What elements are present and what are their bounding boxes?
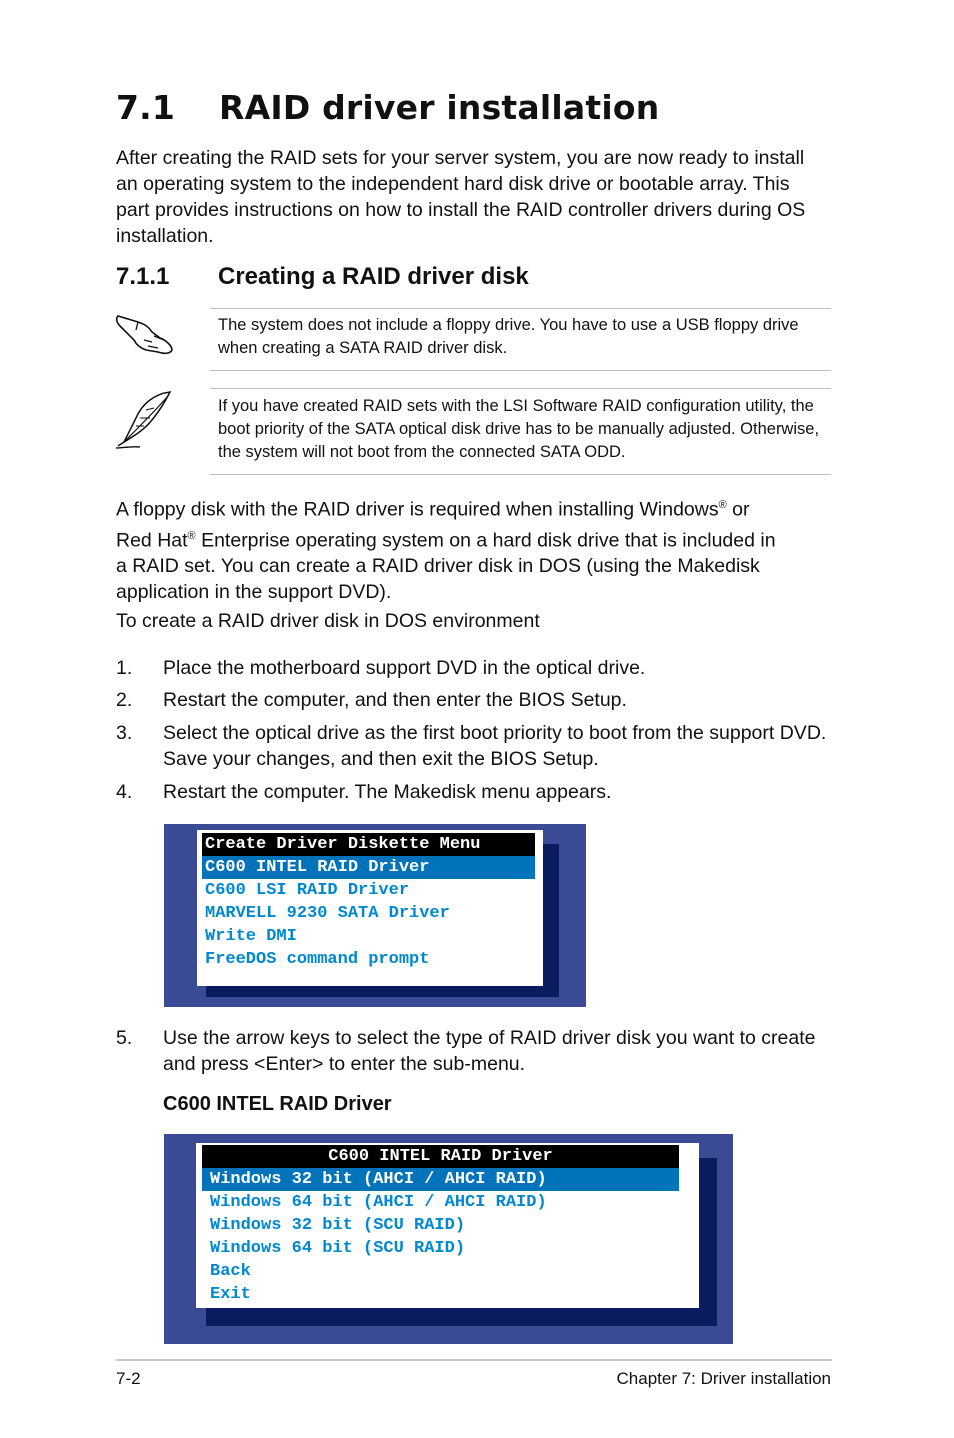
menu-item-c600-intel[interactable]: C600 INTEL RAID Driver	[202, 856, 535, 879]
menu-item-freedos[interactable]: FreeDOS command prompt	[205, 950, 430, 969]
feather-quill-icon	[110, 388, 176, 452]
menu-title: C600 INTEL RAID Driver	[202, 1145, 679, 1168]
subsection-title: Creating a RAID driver disk	[218, 263, 529, 290]
section-number: 7.1	[116, 88, 176, 127]
section-heading	[116, 88, 659, 127]
floppy-requirement-paragraph	[116, 492, 786, 605]
step-text: Place the motherboard support DVD in the optical drive.	[163, 657, 646, 679]
step-text: Restart the computer, and then enter the BIOS Setup.	[163, 689, 627, 711]
para-text: A floppy disk with the RAID driver is required when installing Windows	[116, 498, 719, 521]
note-top-rule	[210, 388, 831, 389]
menu-title: Create Driver Diskette Menu	[202, 833, 535, 856]
subsection-number: 7.1.1	[116, 263, 170, 290]
note-bottom-rule	[210, 370, 831, 371]
registered-mark: ®	[187, 529, 196, 542]
para-text: Enterprise operating system on a hard disk drive that is included in a RAID set. You can create a RAID driver disk in DOS (using the Makedisk application in the support DVD).	[116, 529, 776, 603]
dos-instruction-intro: To create a RAID driver disk in DOS environment	[116, 610, 540, 632]
intro-paragraph: After creating the RAID sets for your server system, you are now ready to install an operating system to the independent hard disk drive or bootable array. This part provides instructions on how to install the RAID controller drivers during OS installation.	[116, 147, 806, 247]
subsection-heading	[116, 263, 529, 291]
para-text: or Red Hat	[116, 498, 750, 551]
menu-item-win64-scu[interactable]: Windows 64 bit (SCU RAID)	[210, 1239, 466, 1258]
menu-panel	[196, 1143, 699, 1308]
menu-item-exit[interactable]: Exit	[210, 1285, 251, 1304]
menu-item-win64-ahci[interactable]: Windows 64 bit (AHCI / AHCI RAID)	[210, 1193, 547, 1212]
menu-item-c600-lsi[interactable]: C600 LSI RAID Driver	[205, 881, 410, 900]
intel-raid-driver-screen	[164, 1134, 733, 1344]
menu-item-win32-scu[interactable]: Windows 32 bit (SCU RAID)	[210, 1216, 466, 1235]
menu-item-back[interactable]: Back	[210, 1262, 251, 1281]
step-number: 3.	[116, 722, 133, 744]
footer-rule	[116, 1359, 832, 1361]
menu-item-marvell[interactable]: MARVELL 9230 SATA Driver	[205, 904, 450, 923]
step-text: Select the optical drive as the first boot priority to boot from the support DVD. Save your changes, and then exit the BIOS Setup.	[163, 722, 827, 770]
note-bottom-rule	[210, 474, 831, 475]
menu-panel	[197, 830, 543, 986]
note-text-floppy: The system does not include a floppy drive. You have to use a USB floppy drive when creating a SATA RAID driver disk.	[218, 316, 799, 357]
hand-pointer-icon	[114, 310, 176, 356]
registered-mark: ®	[718, 499, 727, 511]
menu-item-win32-ahci[interactable]: Windows 32 bit (AHCI / AHCI RAID)	[202, 1168, 679, 1191]
step-text: Restart the computer. The Makedisk menu appears.	[163, 781, 612, 803]
note-top-rule	[210, 308, 831, 309]
step-number: 5.	[116, 1027, 133, 1049]
makedisk-menu-screen	[164, 824, 586, 1007]
step-number: 2.	[116, 689, 133, 711]
step-number: 1.	[116, 657, 133, 679]
section-title: RAID driver installation	[219, 88, 660, 127]
page-number: 7-2	[116, 1369, 141, 1388]
step-number: 4.	[116, 781, 133, 803]
chapter-label: Chapter 7: Driver installation	[616, 1369, 831, 1388]
step-text: Use the arrow keys to select the type of RAID driver disk you want to create and press <Enter> to enter the sub-menu.	[163, 1027, 816, 1075]
submenu-heading: C600 INTEL RAID Driver	[163, 1093, 392, 1115]
note-text-boot-priority: If you have created RAID sets with the LSI Software RAID configuration utility, the boot priority of the SATA optical disk drive has to be manually adjusted. Otherwise, the system will not boot from the connected SATA ODD.	[218, 397, 820, 461]
menu-item-write-dmi[interactable]: Write DMI	[205, 927, 297, 946]
